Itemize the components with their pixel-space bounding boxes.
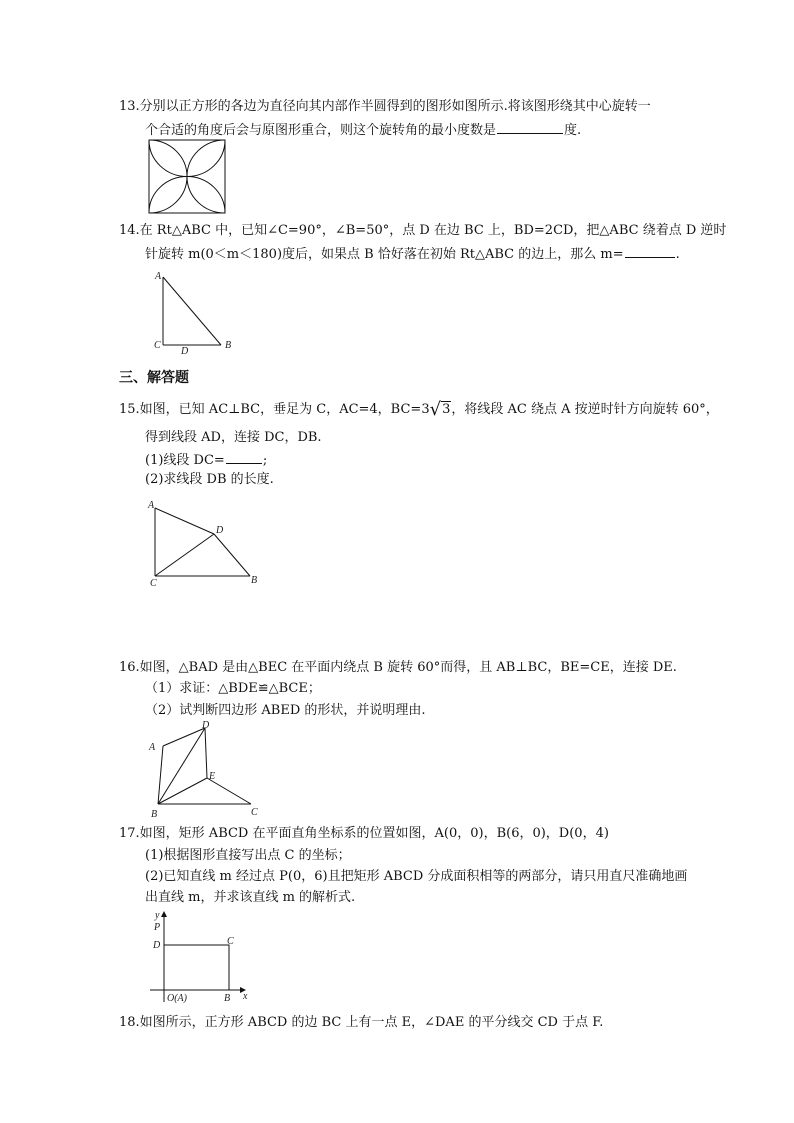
q13-line2	[145, 120, 581, 139]
q15-text-b: ，将线段 AC 绕点 A 按逆时针方向旋转 60°，	[451, 402, 719, 417]
q16-label-a: A	[149, 742, 156, 753]
q15-text-a: 15.如图，已知 AC⊥BC，垂足为 C，AC=4，BC=3	[119, 402, 430, 417]
q14-answer-blank	[625, 244, 675, 258]
q15-label-d: D	[216, 525, 224, 536]
q16-label-b: B	[151, 809, 158, 820]
q15-sub1	[145, 450, 267, 469]
q17-label-o: O(A)	[167, 993, 187, 1004]
q17-figure	[145, 906, 255, 1006]
q17-sub1: (1)根据图形直接写出点 C 的坐标；	[145, 848, 351, 863]
q15-answer-blank	[226, 450, 262, 464]
sqrt-sign: √	[429, 399, 442, 420]
q16-sub1: （1）求证：△BDE≌△BCE；	[145, 681, 321, 696]
q14-line1: 14.在 Rt△ABC 中，已知∠C=90°，∠B=50°，点 D 在边 BC 上，BD=2CD，把△ABC 绕着点 D 逆时	[119, 223, 727, 238]
q13-figure	[146, 138, 228, 216]
sqrt-value: 3	[442, 402, 451, 417]
q15-sub1-text: (1)线段 DC=	[145, 453, 225, 468]
q16-label-d: D	[202, 720, 210, 731]
q14-label-c: C	[154, 340, 161, 351]
q14-end: .	[675, 247, 680, 262]
q15-line2: 得到线段 AD，连接 DC，DB.	[145, 430, 322, 445]
q14-label-d: D	[181, 346, 189, 356]
q17-sub2b: 出直线 m，并求该直线 m 的解析式.	[145, 890, 356, 905]
q18-line1: 18.如图所示，正方形 ABCD 的边 BC 上有一点 E，∠DAE 的平分线交 CD 于点 F.	[119, 1015, 604, 1030]
q14-figure	[148, 268, 240, 356]
q15-label-a: A	[148, 500, 155, 511]
q15-line1	[119, 401, 719, 418]
q17-label-c: C	[227, 936, 234, 947]
section-heading: 三、解答题	[119, 370, 189, 386]
q15-sub2: (2)求线段 DB 的长度.	[145, 472, 274, 487]
q16-figure	[143, 718, 268, 820]
q14-text: 针旋转 m(0＜m＜180)度后，如果点 B 恰好落在初始 Rt△ABC 的边上，那么 m=	[145, 247, 624, 262]
q14-label-b: B	[225, 340, 232, 351]
q15-label-b: B	[251, 575, 258, 586]
q17-label-b: B	[224, 993, 231, 1004]
q13-line1: 13.分别以正方形的各边为直径向其内部作半圆得到的图形如图所示.将该图形绕其中心旋转一	[119, 99, 651, 114]
q16-label-c: C	[251, 807, 258, 818]
q17-label-y: y	[155, 910, 160, 921]
q14-label-a: A	[155, 271, 162, 282]
q17-label-d: D	[153, 940, 161, 951]
q13-text: 个合适的角度后会与原图形重合，则这个旋转角的最小度数是	[145, 123, 497, 138]
q15-label-c: C	[150, 578, 157, 588]
q15-sub1-end: ;	[262, 453, 268, 468]
q17-line1: 17.如图，矩形 ABCD 在平面直角坐标系的位置如图，A(0，0)，B(6，0)，D(0，4)	[119, 826, 609, 841]
q16-line1: 16.如图，△BAD 是由△BEC 在平面内绕点 B 旋转 60°而得，且 AB⊥BC，BE=CE，连接 DE.	[119, 660, 677, 675]
q17-label-p: P	[154, 922, 161, 933]
q17-label-x: x	[243, 991, 248, 1002]
q13-answer-blank	[497, 120, 563, 134]
q15-figure	[145, 496, 265, 588]
q14-line2	[145, 244, 680, 263]
q16-sub2: （2）试判断四边形 ABED 的形状，并说明理由.	[145, 703, 426, 718]
q17-sub2a: (2)已知直线 m 经过点 P(0，6)且把矩形 ABCD 分成面积相等的两部分，请只用直尺准确地画	[145, 869, 688, 884]
q13-unit: 度.	[564, 123, 582, 138]
q16-label-e: E	[209, 771, 216, 782]
